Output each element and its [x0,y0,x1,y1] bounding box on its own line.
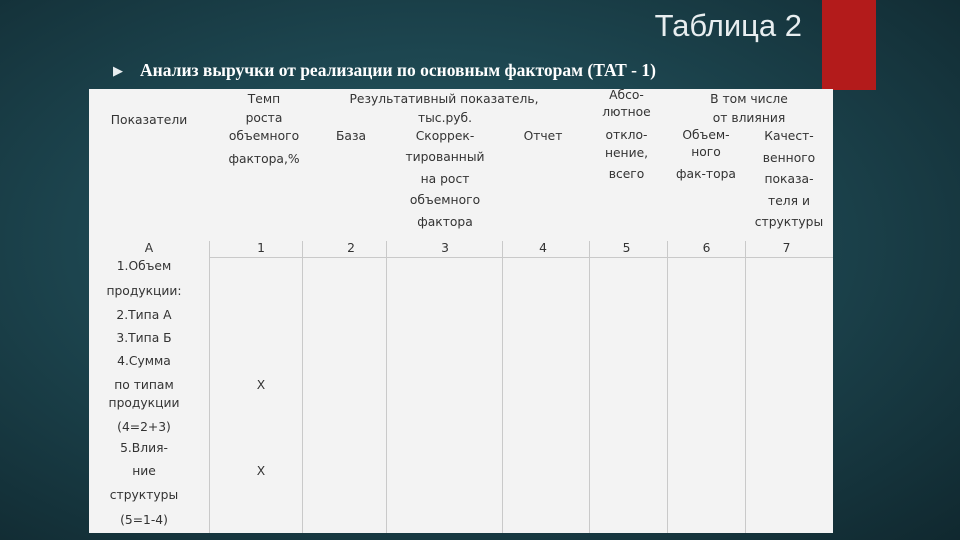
header-abs-line: Абсо- [609,88,644,102]
column-number: 3 [441,241,449,255]
column-number: 6 [702,241,711,255]
header-abs-line: всего [608,167,645,181]
header-otchet: Отчет [523,129,563,143]
row-label: по типам [114,378,174,392]
row-label: структуры [109,488,179,502]
column-number: 4 [539,241,547,255]
header-kach-line: Качест- [764,129,814,143]
header-vtom-line: от влияния [712,111,786,125]
header-skorr-line: фактора [417,215,473,229]
slide-subtitle: Анализ выручки от реализации по основным факторам (ТАТ - 1) [140,60,656,80]
grid-line [302,241,303,533]
column-number: 7 [782,241,791,255]
grid-line [386,241,387,533]
factor-analysis-table [89,89,833,533]
column-number: 2 [347,241,355,255]
grid-line [667,241,668,533]
header-abs-line: лютное [602,105,651,119]
header-kach-line: структуры [754,215,824,229]
grid-line [589,241,590,533]
header-temp-line: фактора,% [228,152,300,166]
header-obyem-line: фак-тора [676,167,736,181]
header-abs-line: откло- [605,128,648,142]
column-number: 1 [257,241,265,255]
row-label: ние [132,464,156,478]
header-result-line: тыс.руб. [417,111,473,125]
row-label: (5=1-4) [120,513,168,527]
header-abs-line: нение, [604,146,649,160]
header-result-line: Результативный показатель, [349,92,539,106]
header-skorr-line: объемного [409,193,481,207]
row-label: 4.Сумма [117,354,171,368]
x-mark: Х [256,464,266,478]
accent-bar [822,0,876,90]
row-label: 1.Объем [116,259,172,273]
header-skorr-line: тированный [405,150,485,164]
slide-title: Таблица 2 [654,8,802,43]
bullet-arrow-icon: ▶ [113,64,123,79]
header-temp-line: роста [245,111,283,125]
row-label: 3.Типа Б [116,331,172,345]
x-mark: Х [256,378,266,392]
header-obyem-line: ного [691,145,721,159]
row-label: 2.Типа А [116,308,172,322]
column-number: А [144,241,154,255]
row-label: (4=2+3) [117,420,171,434]
row-label: продукции [108,396,180,410]
header-obyem-line: Объем- [682,128,730,142]
grid-line [745,241,746,533]
header-kach-line: венного [762,151,816,165]
header-kach-line: показа- [764,172,814,186]
header-temp-line: объемного [228,129,300,143]
row-label: 5.Влия- [120,441,168,455]
header-baza: База [335,129,367,143]
header-kach-line: теля и [768,194,810,208]
grid-line [502,241,503,533]
header-temp-line: Темп [247,92,281,106]
row-label: продукции: [106,284,182,298]
header-vtom-line: В том числе [710,92,788,106]
header-skorr-line: Скоррек- [415,129,475,143]
grid-line [209,241,210,533]
header-skorr-line: на рост [420,172,470,186]
header-pokazateli: Показатели [110,113,188,127]
column-number: 5 [622,241,631,255]
